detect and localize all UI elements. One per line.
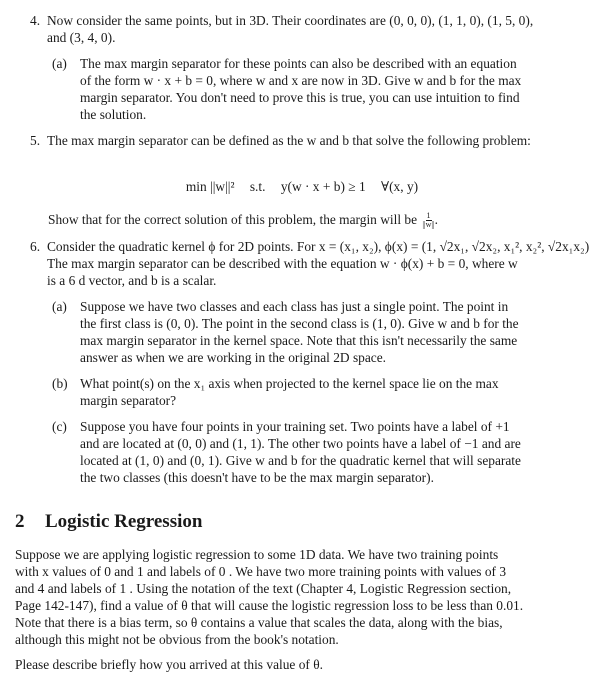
paragraph-line-3: and 4 and labels of 1 . Using the notation of the text (Chapter 4, Logistic Regression section, [15,581,512,596]
question-4a-line-2: of the form w · x + b = 0, where w and x are now in 3D. Give w and b for the max [80,73,522,88]
question-5-number: 5. [30,133,41,148]
question-4 [30,12,596,46]
optimization-equation [0,178,604,195]
margin-statement-text: Show that for the correct solution of this problem, the margin will be [48,212,418,227]
question-4-line-1: Now consider the same points, but in 3D. Their coordinates are (0, 0, 0), (1, 1, 0), (1, 5, 0), [47,13,534,28]
equation-constraint: y(w · x + b) ≥ 1 [280,179,366,194]
question-6b-line-2: margin separator? [80,393,177,408]
question-5 [30,132,596,149]
question-6c-label: (c) [52,419,67,434]
equation-forall: ∀(x, y) [381,179,419,194]
margin-statement: Show that for the correct solution of this problem, the margin will be $\frac{1}{||w||}$ . [48,211,438,230]
question-6a-line-3: max margin separator in the kernel space. Note that this isn't necessarily the same [80,333,518,348]
section-paragraph-2: Please describe briefly how you arrived at this value of θ. [15,657,323,672]
question-4a-line-1: The max margin separator for these points can also be described with an equation [80,56,517,71]
question-6 [30,238,604,289]
question-6c-line-1: Suppose you have four points in your training set. Two points have a label of +1 [80,419,510,434]
paragraph-line-4: Page 142-147), find a value of θ that will cause the logistic regression loss to be less than 0.01. [15,598,524,613]
question-6c-line-2: and are located at (0, 0) and (1, 1). The other two points have a label of −1 and are [80,436,521,451]
question-6a [52,298,552,366]
question-6-line-1: Consider the quadratic kernel ϕ for 2D points. For x = (x₁, x₂), ϕ(x) = (1, √2x₁, √2x₂, x₁², x₂², √2x₁x₂) [47,239,590,254]
question-4a-line-4: the solution. [80,107,147,122]
question-4-number: 4. [30,13,41,28]
question-4a [52,55,552,123]
question-6-line-3: is a 6 d vector, and b is a scalar. [47,273,217,288]
paragraph-line-6: although this might not be obvious from the book's notation. [15,632,339,647]
paragraph-line-5: Note that there is a bias term, so θ contains a value that scales the data, along with the bias, [15,615,503,630]
question-5-line: The max margin separator can be defined as the w and b that solve the following problem: [47,133,531,148]
section-number: 2 [15,511,25,532]
question-6-line-2: The max margin separator can be described with the equation w · ϕ(x) + b = 0, where w [47,256,518,271]
question-4a-label: (a) [52,56,67,71]
section-heading [15,511,202,533]
question-6a-label: (a) [52,299,67,314]
margin-fraction [422,212,434,229]
section-paragraph-1 [15,546,575,648]
question-4-line-2: and (3, 4, 0). [47,30,116,45]
question-6b-label: (b) [52,376,68,391]
fraction-numerator: 1 [426,211,431,221]
paragraph-line-2: with x values of 0 and 1 and labels of 0 . We have two more training points with values of 3 [15,564,507,579]
section-title: Logistic Regression [45,511,203,532]
question-6-number: 6. [30,239,41,254]
question-6c [52,418,552,486]
paragraph-line-1: Suppose we are applying logistic regression to some 1D data. We have two training points [15,547,499,562]
question-6c-line-3: located at (1, 0) and (0, 1). Give w and b for the quadratic kernel that will separate [80,453,521,468]
question-6b-line-1: What point(s) on the x₁ axis when projected to the kernel space lie on the max [80,376,499,391]
question-6a-line-1: Suppose we have two classes and each class has just a single point. The point in [80,299,509,314]
question-6a-line-4: answer as when we are working in the original 2D space. [80,350,387,365]
question-6c-line-4: the two classes (this doesn't have to be the max margin separator). [80,470,434,485]
fraction-denominator: ||w|| [422,220,435,230]
equation-subject-to: s.t. [249,179,266,194]
question-4a-line-3: margin separator. You don't need to prove this is true, you can use intuition to find [80,90,520,105]
equation-objective: min ||w||² [185,179,235,194]
question-6a-line-2: the first class is (0, 0). The point in the second class is (1, 0). Give w and b for the [80,316,519,331]
question-6b [52,375,552,409]
